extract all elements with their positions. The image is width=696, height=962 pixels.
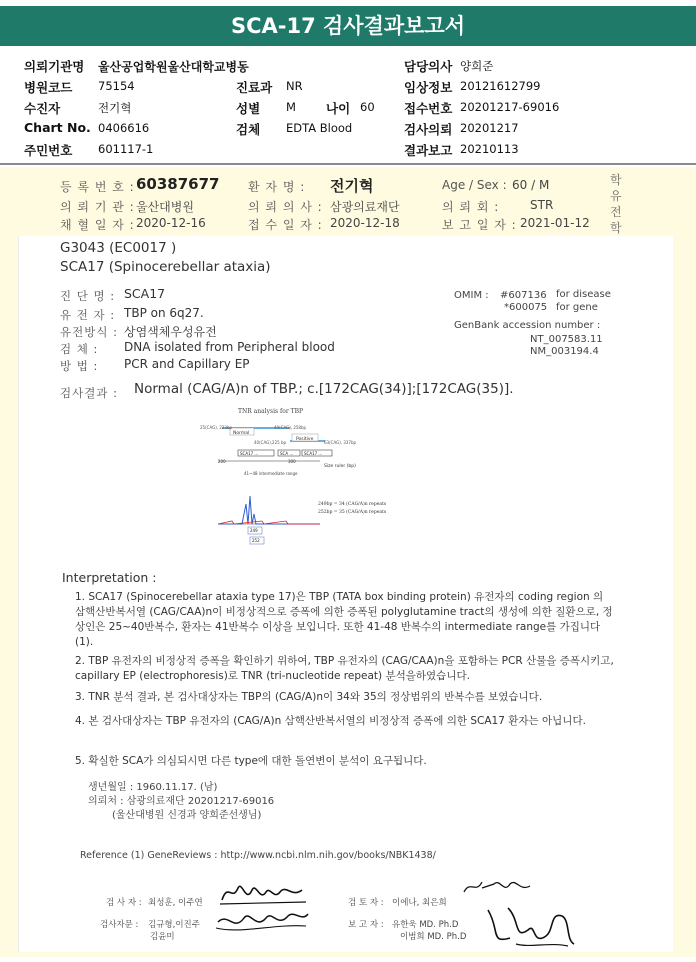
supervisor-label: 검사자문 : (100, 920, 139, 930)
interpretation-p2: 2. TBP 유전자의 비정상적 증폭을 확인하기 위하여, TBP 유전자의 (CAG/CAA)n을 포함하는 PCR 산물을 증폭시키고, capillary EP (electrophoresis)로 TNR (tri-nucleotide repeat) 분석을하였습니다. (75, 655, 614, 682)
dept-value: NR (286, 79, 303, 93)
resident-value: 601117-1 (98, 142, 154, 156)
dept-label: 진료과 (236, 80, 273, 95)
omim-gene-note: for gene (556, 302, 598, 313)
method-label: 방 법 : (60, 359, 99, 373)
agesex-value: 60 / M (512, 178, 550, 192)
result-value: Normal (CAG/A)n of TBP.; c.[172CAG(34)];[172CAG(35)]. (134, 381, 514, 397)
tester-value: 최성훈, 이주연 (148, 898, 203, 908)
age-value: 60 (360, 100, 375, 114)
req-doc-value: 삼광의료재단 (330, 200, 400, 214)
reception-label: 접수번호 (404, 101, 453, 116)
sample-label: 검 체 : (60, 342, 99, 356)
header-divider (0, 163, 696, 165)
pname-value: 전기혁 (330, 177, 374, 195)
tick-25cag: 25(CAG), 223bp (200, 425, 233, 430)
genbank-label: GenBank accession number : (454, 320, 601, 331)
side-char-2: 유 (610, 189, 622, 203)
chart-label: Chart No. (24, 120, 91, 135)
resident-label: 주민번호 (24, 143, 73, 158)
interpretation-p1: 1. SCA17 (Spinocerebellar ataxia type 17)은 TBP (TATA box binding protein) 유전자의 coding region 의 삼핵산반복서열 (CAG/CAA)n이 비정상적으로 증폭에 의한 증폭된 polyglutamine tract의 생성에 의한 질환으로, 정상인은 25~40반복수, 환자는 41반복수 이상을 보입니다. 또한 41-48 반복수의 intermediate range를 가집니다 (1). (75, 591, 613, 648)
omim-disease-id: #607136 (500, 290, 547, 301)
sample-value: DNA isolated from Peripheral blood (124, 340, 335, 354)
ruler-caption: Size ruler (bp) (324, 464, 356, 469)
ruler-box-3-label: SCA17 ... (304, 451, 323, 456)
collect-label: 채 혈 일 자 : (60, 218, 135, 232)
sex-value: M (286, 100, 296, 114)
supervisor-signature (212, 904, 312, 938)
trace-blue (218, 496, 320, 524)
intermediate-caption: 41~48 intermediate range (244, 471, 298, 476)
omim-disease-note: for disease (556, 289, 611, 300)
supervisor-value-2: 김윤미 (150, 932, 175, 942)
tick-40cag-b: 40(CAG),225 bp (254, 440, 287, 445)
peak1-caption: 249bp = 34 (CAG/A)n repeats (318, 502, 387, 507)
tick-40cag: 40(CAG), 258bp (274, 425, 307, 430)
request-value: 20201217 (460, 121, 519, 135)
peak-a: 249 (250, 528, 258, 533)
institution-value: 울산공업학원울산대학교병동 (98, 60, 249, 74)
receive-value: 2020-12-18 (330, 216, 400, 230)
pname-label: 환 자 명 : (248, 180, 306, 194)
request-label: 검사의뢰 (404, 122, 453, 137)
test-name: SCA17 (Spinocerebellar ataxia) (60, 259, 271, 275)
receive-label: 접 수 일 자 : (248, 218, 323, 232)
interpretation-p4: 4. 본 검사대상자는 TBP 유전자의 (CAG/A)n 삼핵산반복서열의 비정상적 증폭에 의한 SCA17 환자는 아닙니다. (75, 715, 586, 727)
patient-label: 수진자 (24, 101, 61, 116)
req-count-label: 의 뢰 회 : (442, 200, 500, 214)
req-count-value: STR (530, 198, 554, 212)
interpretation-p3: 3. TNR 분석 결과, 본 검사대상자는 TBP의 (CAG/A)n이 34와 35의 정상범위의 반복수를 보였습니다. (75, 691, 543, 703)
gene-value: TBP on 6q27. (124, 306, 204, 320)
gene-label: 유 전 자 : (60, 308, 116, 322)
omim-label: OMIM : (454, 290, 489, 301)
ruler-left: 200 (218, 459, 226, 464)
clinical-value: 20121612799 (460, 79, 541, 93)
age-label: 나이 (326, 101, 351, 116)
genbank-nt: NT_007583.11 (530, 334, 603, 345)
req-doc-label: 의 뢰 의 사 : (248, 200, 323, 214)
method-value: PCR and Capillary EP (124, 357, 250, 371)
sex-label: 성별 (236, 101, 261, 116)
requester-info: 의뢰처 : 삼광의료재단 20201217-69016 (88, 796, 275, 807)
doctor-label: 담당의사 (404, 59, 453, 74)
clinical-label: 임상정보 (404, 80, 453, 95)
inherit-label: 유전방식 : (60, 325, 118, 339)
ruler-box-2-label: SCA ... (280, 451, 294, 456)
tick-63cag: 63(CAG), 337bp (324, 440, 357, 445)
figure-title: TNR analysis for TBP (238, 408, 304, 415)
hospital-code-label: 병원코드 (24, 80, 73, 95)
supervisor-value: 김규형,이진주 (148, 920, 200, 930)
patient-value: 전기혁 (98, 101, 132, 115)
genbank-nm: NM_003194.4 (530, 346, 599, 357)
report-title: SCA-17 검사결과보고서 (0, 6, 696, 46)
report-label: 결과보고 (404, 143, 453, 158)
interpretation-title: Interpretation : (62, 570, 157, 585)
reportdate-label: 보 고 일 자 : (442, 218, 517, 232)
tester-label: 검 사 자 : (106, 898, 142, 908)
normal-label: Normal (233, 431, 250, 436)
req-inst-value: 울산대병원 (136, 200, 194, 214)
specimen-label: 검체 (236, 122, 261, 137)
reviewer-value: 이에나, 최은희 (392, 898, 447, 908)
chart-value: 0406616 (98, 121, 150, 135)
reporter-value: 유한욱 MD. Ph.D (392, 920, 459, 930)
reviewer-signature (460, 874, 540, 902)
dx-value: SCA17 (124, 286, 166, 301)
header-info (0, 52, 696, 162)
omim-gene-id: *600075 (504, 302, 548, 313)
ruler-box-1-label: SCA17 ... (240, 451, 259, 456)
peak-b: 252 (252, 538, 260, 543)
report-value: 20210113 (460, 142, 519, 156)
institution-label: 의뢰기관명 (24, 59, 85, 74)
reporter-value-2: 이범희 MD. Ph.D (400, 932, 467, 942)
side-char-1: 학 (610, 173, 622, 187)
peak2-caption: 252bp = 35 (CAG/A)n repeats (318, 510, 387, 515)
test-code: G3043 (EC0017 ) (60, 240, 177, 256)
reporter-signature (480, 900, 580, 952)
result-label: 검사결과 : (60, 386, 118, 400)
reference: Reference (1) GeneReviews : http://www.ncbi.nlm.nih.gov/books/NBK1438/ (80, 850, 436, 861)
reg-value: 60387677 (136, 175, 220, 193)
reportdate-value: 2021-01-12 (520, 216, 590, 230)
req-inst-label: 의 뢰 기 관 : (60, 200, 135, 214)
reviewer-label: 검 토 자 : (348, 898, 384, 908)
requester-info-2: (울산대병원 신경과 양희준선생님) (112, 810, 262, 821)
reg-label: 등 록 번 호 : (60, 180, 135, 194)
side-char-3: 전 (610, 205, 622, 219)
doctor-value: 양희준 (460, 59, 494, 73)
agesex-label: Age / Sex : (442, 178, 507, 192)
interpretation-p5: 5. 확실한 SCA가 의심되시면 다른 type에 대한 돌연변이 분석이 요구됩니다. (75, 755, 427, 767)
positive-label: Positive (296, 437, 314, 442)
dx-label: 진 단 명 : (60, 289, 116, 303)
tnr-figure (190, 404, 430, 554)
collect-value: 2020-12-16 (136, 216, 206, 230)
specimen-value: EDTA Blood (286, 121, 353, 135)
ruler-mid: 300 (288, 459, 296, 464)
reporter-label: 보 고 자 : (348, 920, 384, 930)
side-char-4: 학 (610, 221, 622, 235)
inherit-value: 상염색체우성유전 (124, 325, 217, 339)
reception-value: 20201217-69016 (460, 100, 560, 114)
hospital-code-value: 75154 (98, 79, 135, 93)
birth-info: 생년월일 : 1960.11.17. (남) (88, 782, 218, 793)
